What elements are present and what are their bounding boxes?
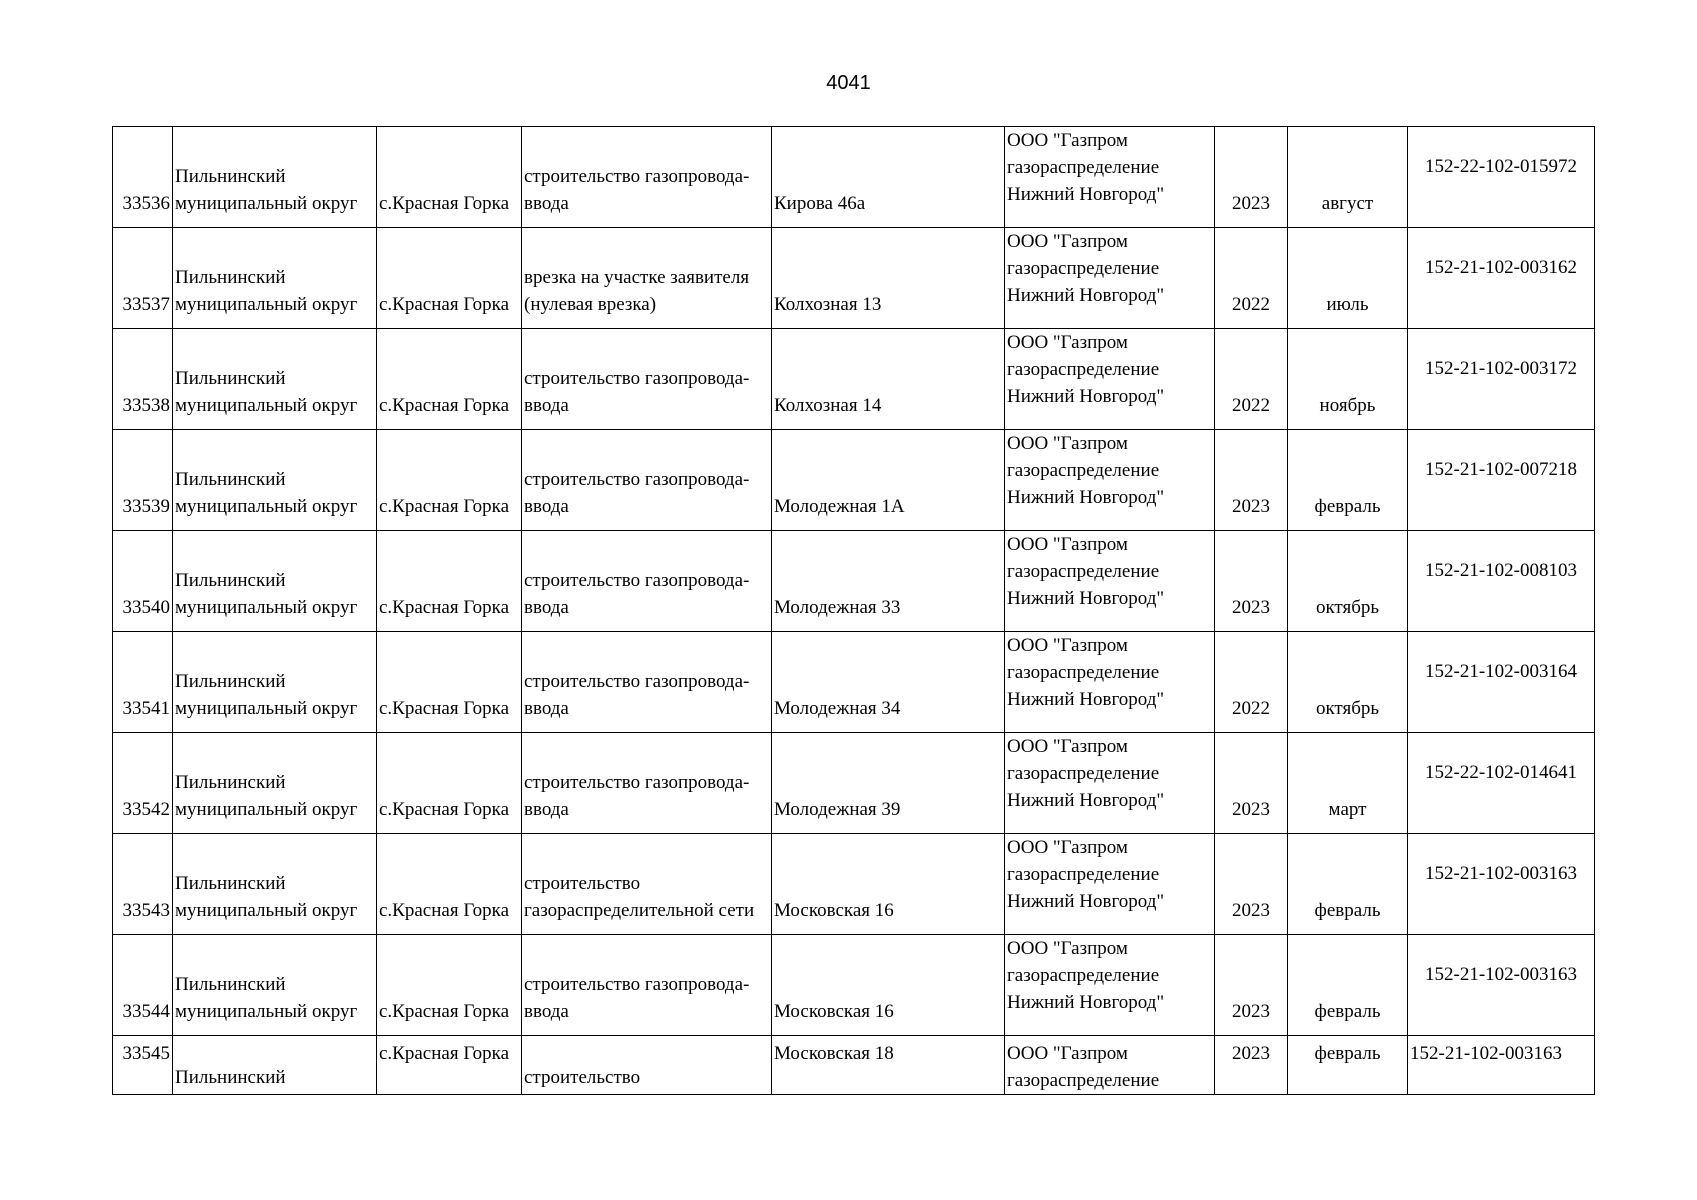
year-cell: [1215, 935, 1288, 1036]
year-cell: [1215, 632, 1288, 733]
month-text: август: [1321, 193, 1374, 214]
locality-text: с.Красная Горка: [379, 799, 510, 820]
code-text: 152-21-102-003172: [1425, 358, 1577, 379]
address-text: Московская 16: [774, 900, 894, 921]
organization-cell: [1005, 733, 1215, 834]
work-text: строительство газопровода- ввода: [524, 368, 750, 416]
locality-cell: [377, 935, 522, 1036]
district-text: Пильнинский муниципальный округ: [175, 873, 358, 921]
work-text: строительство газопровода- ввода: [524, 772, 750, 820]
work-type-cell: [522, 430, 772, 531]
district-cell: [173, 531, 377, 632]
code-cell: [1408, 531, 1595, 632]
year-text: 2022: [1232, 395, 1270, 416]
table-row: [113, 329, 1595, 430]
code-text: 152-21-102-007218: [1425, 459, 1577, 480]
locality-cell: [377, 531, 522, 632]
work-text: врезка на участке заявителя (нулевая врезка): [524, 267, 750, 315]
address-text: Кирова 46а: [774, 193, 866, 214]
year-text: 2023: [1232, 799, 1270, 820]
num-text: 33542: [122, 799, 170, 820]
code-cell: [1408, 430, 1595, 531]
code-cell: [1408, 127, 1595, 228]
locality-cell: [377, 632, 522, 733]
locality-cell: [377, 733, 522, 834]
month-cell: [1288, 935, 1408, 1036]
page-number: 4041: [826, 72, 871, 94]
work-type-cell: [522, 834, 772, 935]
table-row: [113, 733, 1595, 834]
org-text: ООО "Газпром газораспределение Нижний Новгород": [1007, 938, 1165, 1013]
work-text: строительство газопровода- ввода: [524, 671, 750, 719]
code-text: 152-22-102-014641: [1425, 762, 1577, 783]
organization-cell: [1005, 834, 1215, 935]
district-cell: [173, 733, 377, 834]
address-text: Колхозная 14: [774, 395, 882, 416]
table-row: [113, 632, 1595, 733]
month-cell: [1288, 430, 1408, 531]
month-cell: [1288, 531, 1408, 632]
address-cell: [772, 632, 1005, 733]
month-cell: [1288, 127, 1408, 228]
work-type-cell: [522, 228, 772, 329]
year-cell: [1215, 531, 1288, 632]
num-text: 33543: [122, 900, 170, 921]
year-text: 2022: [1232, 698, 1270, 719]
district-text: Пильнинский муниципальный округ: [175, 166, 358, 214]
address-cell: [772, 531, 1005, 632]
year-text: 2023: [1232, 1001, 1270, 1022]
district-cell: [173, 228, 377, 329]
locality-cell: [377, 1036, 522, 1095]
address-cell: [772, 430, 1005, 531]
organization-cell: [1005, 228, 1215, 329]
year-text: 2023: [1232, 496, 1270, 517]
code-cell: [1408, 329, 1595, 430]
work-type-cell: [522, 1036, 772, 1095]
year-text: 2022: [1232, 294, 1270, 315]
num-text: 33536: [122, 193, 170, 214]
work-text: строительство газораспределительной сети: [524, 873, 755, 921]
district-cell: [173, 1036, 377, 1095]
code-cell: [1408, 632, 1595, 733]
work-type-cell: [522, 733, 772, 834]
work-text: строительство газопровода- ввода: [524, 974, 750, 1022]
year-text: 2023: [1232, 193, 1270, 214]
organization-cell: [1005, 1036, 1215, 1095]
num-text: 33540: [122, 597, 170, 618]
locality-text: с.Красная Горка: [379, 294, 510, 315]
address-cell: [772, 834, 1005, 935]
code-text: 152-21-102-003163: [1425, 863, 1577, 884]
code-text: 152-21-102-008103: [1425, 560, 1577, 581]
month-text: февраль: [1314, 496, 1381, 517]
year-cell: [1215, 329, 1288, 430]
record-number: [113, 1036, 173, 1095]
district-text: Пильнинский муниципальный округ: [175, 267, 358, 315]
month-cell: [1288, 228, 1408, 329]
locality-text: с.Красная Горка: [379, 1001, 510, 1022]
locality-cell: [377, 430, 522, 531]
record-number: [113, 228, 173, 329]
num-text: 33545: [122, 1043, 170, 1064]
address-text: Молодежная 34: [774, 698, 901, 719]
district-cell: [173, 632, 377, 733]
table-row-partial: [113, 1036, 1595, 1095]
organization-cell: [1005, 935, 1215, 1036]
district-text: Пильнинский: [175, 1067, 286, 1088]
address-text: Московская 18: [774, 1043, 894, 1064]
record-number: [113, 834, 173, 935]
code-cell: [1408, 733, 1595, 834]
record-number: [113, 430, 173, 531]
org-text: ООО "Газпром газораспределение Нижний Новгород": [1007, 433, 1165, 508]
organization-cell: [1005, 329, 1215, 430]
record-number: [113, 127, 173, 228]
record-number: [113, 632, 173, 733]
year-text: 2023: [1232, 597, 1270, 618]
organization-cell: [1005, 430, 1215, 531]
code-cell: [1408, 935, 1595, 1036]
locality-cell: [377, 127, 522, 228]
work-text: строительство: [524, 1067, 641, 1088]
locality-cell: [377, 228, 522, 329]
num-text: 33541: [122, 698, 170, 719]
locality-text: с.Красная Горка: [379, 597, 510, 618]
year-cell: [1215, 834, 1288, 935]
district-cell: [173, 834, 377, 935]
record-number: [113, 733, 173, 834]
month-cell: [1288, 834, 1408, 935]
code-cell: [1408, 228, 1595, 329]
work-type-cell: [522, 531, 772, 632]
year-text: 2023: [1232, 1043, 1270, 1064]
org-text: ООО "Газпром газораспределение Нижний Новгород": [1007, 231, 1165, 306]
org-text: ООО "Газпром газораспределение Нижний Новгород": [1007, 534, 1165, 609]
address-text: Колхозная 13: [774, 294, 882, 315]
address-text: Молодежная 39: [774, 799, 901, 820]
district-text: Пильнинский муниципальный округ: [175, 772, 358, 820]
district-cell: [173, 430, 377, 531]
address-cell: [772, 127, 1005, 228]
code-text: 152-21-102-003163: [1410, 1043, 1562, 1064]
work-type-cell: [522, 935, 772, 1036]
org-text: ООО "Газпром газораспределение Нижний Новгород": [1007, 736, 1165, 811]
year-cell: [1215, 228, 1288, 329]
district-text: Пильнинский муниципальный округ: [175, 671, 358, 719]
organization-cell: [1005, 127, 1215, 228]
address-cell: [772, 733, 1005, 834]
code-text: 152-21-102-003164: [1425, 661, 1577, 682]
code-text: 152-22-102-015972: [1425, 156, 1577, 177]
month-text: июль: [1326, 294, 1369, 315]
organization-cell: [1005, 531, 1215, 632]
org-text: ООО "Газпром газораспределение Нижний Новгород": [1007, 130, 1165, 205]
num-text: 33537: [122, 294, 170, 315]
table-row: [113, 127, 1595, 228]
work-type-cell: [522, 127, 772, 228]
address-cell: [772, 228, 1005, 329]
work-type-cell: [522, 329, 772, 430]
locality-text: с.Красная Горка: [379, 193, 510, 214]
work-text: строительство газопровода- ввода: [524, 166, 750, 214]
address-text: Молодежная 33: [774, 597, 901, 618]
month-cell: [1288, 632, 1408, 733]
locality-text: с.Красная Горка: [379, 1043, 510, 1064]
table-row: [113, 935, 1595, 1036]
district-text: Пильнинский муниципальный округ: [175, 570, 358, 618]
district-cell: [173, 935, 377, 1036]
month-cell: [1288, 733, 1408, 834]
address-cell: [772, 1036, 1005, 1095]
month-text: февраль: [1314, 1001, 1381, 1022]
org-text: ООО "Газпром газораспределение Нижний Новгород": [1007, 635, 1165, 710]
month-text: февраль: [1314, 900, 1381, 921]
locality-text: с.Красная Горка: [379, 900, 510, 921]
year-cell: [1215, 430, 1288, 531]
district-text: Пильнинский муниципальный округ: [175, 368, 358, 416]
code-text: 152-21-102-003163: [1425, 964, 1577, 985]
work-text: строительство газопровода- ввода: [524, 469, 750, 517]
month-text: март: [1328, 799, 1367, 820]
year-text: 2023: [1232, 900, 1270, 921]
records-table: [112, 126, 1595, 1095]
table-row: [113, 531, 1595, 632]
table-row: [113, 430, 1595, 531]
month-text: ноябрь: [1319, 395, 1376, 416]
work-text: строительство газопровода- ввода: [524, 570, 750, 618]
table-row: [113, 228, 1595, 329]
locality-text: с.Красная Горка: [379, 395, 510, 416]
org-text: ООО "Газпром газораспределение Нижний Новгород": [1007, 332, 1165, 407]
district-cell: [173, 127, 377, 228]
locality-cell: [377, 329, 522, 430]
year-cell: [1215, 733, 1288, 834]
org-text: ООО "Газпром газораспределение: [1007, 1043, 1160, 1091]
district-text: Пильнинский муниципальный округ: [175, 469, 358, 517]
locality-text: с.Красная Горка: [379, 496, 510, 517]
month-text: октябрь: [1315, 597, 1380, 618]
month-cell: [1288, 1036, 1408, 1095]
record-number: [113, 531, 173, 632]
month-text: февраль: [1314, 1043, 1381, 1064]
address-text: Молодежная 1А: [774, 496, 905, 517]
month-cell: [1288, 329, 1408, 430]
year-cell: [1215, 127, 1288, 228]
district-text: Пильнинский муниципальный округ: [175, 974, 358, 1022]
address-text: Московская 16: [774, 1001, 894, 1022]
num-text: 33539: [122, 496, 170, 517]
work-type-cell: [522, 632, 772, 733]
code-cell: [1408, 834, 1595, 935]
code-cell: [1408, 1036, 1595, 1095]
month-text: октябрь: [1315, 698, 1380, 719]
record-number: [113, 935, 173, 1036]
address-cell: [772, 329, 1005, 430]
org-text: ООО "Газпром газораспределение Нижний Новгород": [1007, 837, 1165, 912]
num-text: 33538: [122, 395, 170, 416]
locality-text: с.Красная Горка: [379, 698, 510, 719]
organization-cell: [1005, 632, 1215, 733]
district-cell: [173, 329, 377, 430]
num-text: 33544: [122, 1001, 170, 1022]
address-cell: [772, 935, 1005, 1036]
locality-cell: [377, 834, 522, 935]
code-text: 152-21-102-003162: [1425, 257, 1577, 278]
record-number: [113, 329, 173, 430]
table-row: [113, 834, 1595, 935]
year-cell: [1215, 1036, 1288, 1095]
